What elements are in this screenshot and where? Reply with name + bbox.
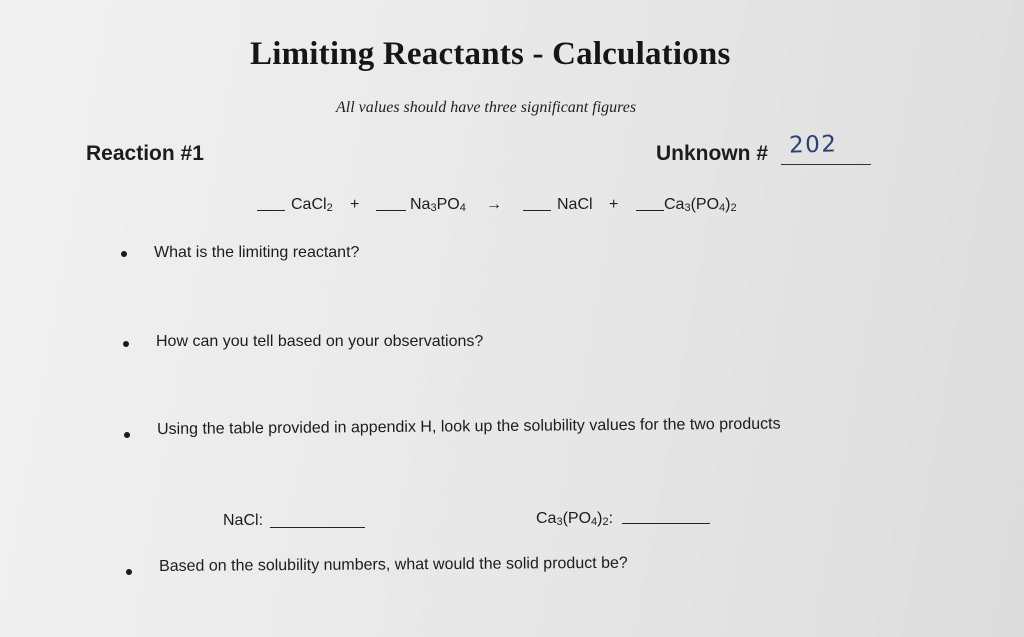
ca3po42-solubility-blank[interactable] <box>622 522 710 524</box>
product-ca3po42: $Ca_3(PO_4)_2$ <box>664 196 737 214</box>
question-limiting-reactant: What is the limiting reactant? <box>154 244 360 261</box>
reactant-na3po4: $Na_3PO_4$ <box>410 196 466 214</box>
unknown-number-label: Unknown # <box>656 142 769 165</box>
question-solid-product: Based on the solubility numbers, what would the solid product be? <box>159 554 628 575</box>
unknown-number-field[interactable] <box>781 131 871 165</box>
nacl-solubility-label: NaCl: <box>223 512 264 529</box>
bullet-point <box>126 569 132 575</box>
bullet-point <box>123 341 129 347</box>
coefficient-blank-na3po4[interactable] <box>376 196 406 216</box>
question-solubility-lookup: Using the table provided in appendix H, look up the solubility values for the two products <box>157 415 781 438</box>
reaction-arrow: → <box>486 196 502 213</box>
coefficient-blank-cacl2[interactable] <box>257 196 285 216</box>
nacl-solubility-blank[interactable] <box>270 526 365 528</box>
bullet-point <box>124 432 130 438</box>
question-observations: How can you tell based on your observations? <box>156 333 484 350</box>
plus-sign: + <box>609 196 619 213</box>
page-title: Limiting Reactants - Calculations <box>250 36 731 72</box>
reactant-cacl2: CaCl$_2$ <box>291 196 333 214</box>
product-nacl: NaCl <box>557 196 593 213</box>
coefficient-blank-ca3po42[interactable] <box>636 196 664 216</box>
ca3po42-solubility-label: $Ca_3(PO_4)_2$: <box>536 510 614 528</box>
unknown-number-value: 202 <box>788 131 838 159</box>
reaction-heading: Reaction #1 <box>86 142 204 165</box>
plus-sign: + <box>350 196 360 213</box>
bullet-point <box>121 251 127 257</box>
coefficient-blank-nacl[interactable] <box>523 196 551 216</box>
instructions-subtitle: All values should have three significant figures <box>336 99 637 116</box>
